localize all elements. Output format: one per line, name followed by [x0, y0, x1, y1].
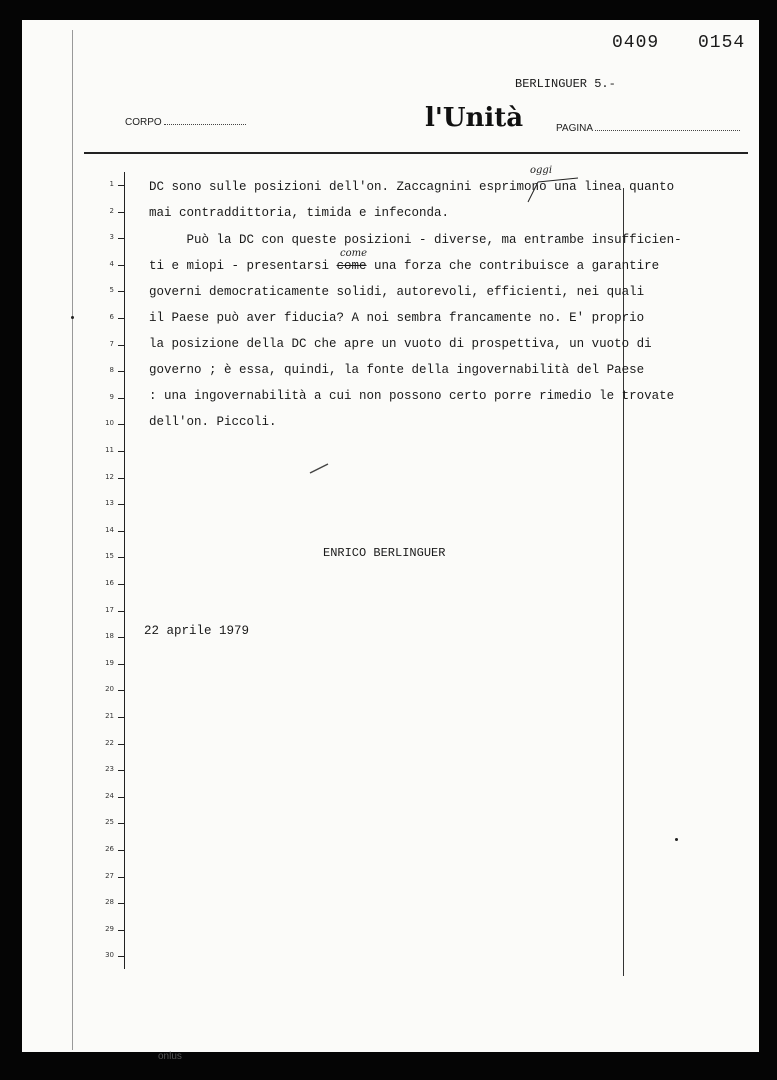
line-number: 14	[105, 525, 114, 534]
line-tick	[118, 664, 124, 665]
line-tick	[118, 717, 124, 718]
struck-word: come	[336, 259, 367, 273]
line-number: 23	[105, 765, 114, 774]
handwritten-come: come	[340, 248, 368, 259]
line-tick	[118, 744, 124, 745]
line-tick	[118, 850, 124, 851]
line-number: 7	[109, 339, 114, 348]
line-number: 10	[105, 419, 114, 428]
line-number: 15	[105, 552, 114, 561]
text-line-4	[149, 259, 659, 273]
line-tick	[118, 557, 124, 558]
line-number: 13	[105, 499, 114, 508]
line-tick	[118, 478, 124, 479]
line-number: 27	[105, 871, 114, 880]
ink-spot	[71, 316, 74, 319]
ink-spot	[675, 838, 678, 841]
text-line-4-rest: una forza che contribuisce a garantire	[366, 259, 660, 273]
line-number: 21	[105, 712, 114, 720]
line-tick	[118, 823, 124, 824]
line-number: 6	[109, 313, 114, 321]
line-tick	[118, 611, 124, 612]
line-tick	[118, 930, 124, 931]
right-margin-rule	[623, 188, 624, 976]
line-number: 18	[105, 632, 114, 641]
line-tick	[118, 531, 124, 532]
text-line-10: dell'on. Piccoli.	[149, 415, 277, 429]
line-number: 16	[105, 579, 114, 587]
line-number: 30	[105, 951, 114, 960]
line-number: 9	[109, 392, 114, 401]
header-rule	[84, 152, 748, 154]
line-number: 19	[105, 658, 114, 667]
line-number: 17	[105, 605, 114, 614]
line-number: 8	[109, 366, 114, 375]
archive-number-left: 0409	[612, 33, 660, 53]
line-number: 29	[105, 924, 114, 933]
newspaper-masthead: l'Unità	[425, 103, 524, 133]
line-tick	[118, 451, 124, 452]
line-tick	[118, 584, 124, 585]
archive-number-right: 0154	[698, 33, 746, 53]
line-tick	[118, 185, 124, 186]
line-number: 28	[105, 898, 114, 907]
text-line-1: DC sono sulle posizioni dell'on. Zaccagnini esprimono una linea quanto	[149, 180, 675, 194]
line-tick	[118, 504, 124, 505]
text-line-2: mai contraddittoria, timida e infeconda.	[149, 206, 450, 220]
pencil-stroke	[308, 461, 332, 475]
pagina-label: PAGINA	[556, 123, 593, 134]
line-tick	[118, 265, 124, 266]
left-margin-rule	[124, 172, 125, 969]
pagina-field	[556, 123, 740, 134]
line-number: 4	[109, 259, 114, 268]
line-number: 25	[105, 818, 114, 827]
line-tick	[118, 291, 124, 292]
line-tick	[118, 690, 124, 691]
line-tick	[118, 371, 124, 372]
author-signature: ENRICO BERLINGUER	[323, 546, 446, 560]
insertion-mark	[518, 174, 588, 208]
line-tick	[118, 877, 124, 878]
line-number: 12	[105, 472, 114, 481]
line-number: 11	[105, 446, 114, 454]
line-number: 22	[105, 738, 114, 747]
line-number: 26	[105, 845, 114, 853]
line-number: 5	[109, 286, 114, 295]
line-tick	[118, 212, 124, 213]
text-line-9: : una ingovernabilità a cui non possono certo porre rimedio le trovate	[149, 389, 675, 403]
text-line-3: Può la DC con queste posizioni - diverse, ma entrambe insufficien-	[149, 233, 682, 247]
line-number: 3	[109, 233, 114, 242]
text-line-4-start: ti e miopi - presentarsi	[149, 259, 337, 273]
line-tick	[118, 424, 124, 425]
line-tick	[118, 345, 124, 346]
watermark-text: onlus	[158, 1051, 182, 1062]
line-number: 20	[105, 685, 114, 694]
article-date: 22 aprile 1979	[144, 624, 250, 638]
text-line-5: governi democraticamente solidi, autorevoli, efficienti, nei quali	[149, 285, 645, 299]
text-line-8: governo ; è essa, quindi, la fonte della ingovernabilità del Paese	[149, 363, 645, 377]
line-tick	[118, 903, 124, 904]
line-tick	[118, 637, 124, 638]
line-tick	[118, 770, 124, 771]
line-number: 1	[109, 180, 114, 188]
corpo-label: CORPO	[125, 117, 162, 128]
page-edge-line	[72, 30, 73, 1050]
text-line-7: la posizione della DC che apre un vuoto di prospettiva, un vuoto di	[149, 337, 652, 351]
line-tick	[118, 797, 124, 798]
line-tick	[118, 956, 124, 957]
line-tick	[118, 398, 124, 399]
handwritten-oggi: oggi	[530, 165, 553, 176]
article-slug: BERLINGUER 5.-	[515, 77, 616, 91]
line-tick	[118, 238, 124, 239]
corpo-field	[125, 117, 246, 128]
text-line-6: il Paese può aver fiducia? A noi sembra francamente no. E' proprio	[149, 311, 645, 325]
line-number: 24	[105, 791, 114, 800]
line-number: 2	[109, 206, 114, 215]
document-page	[22, 20, 759, 1052]
line-tick	[118, 318, 124, 319]
